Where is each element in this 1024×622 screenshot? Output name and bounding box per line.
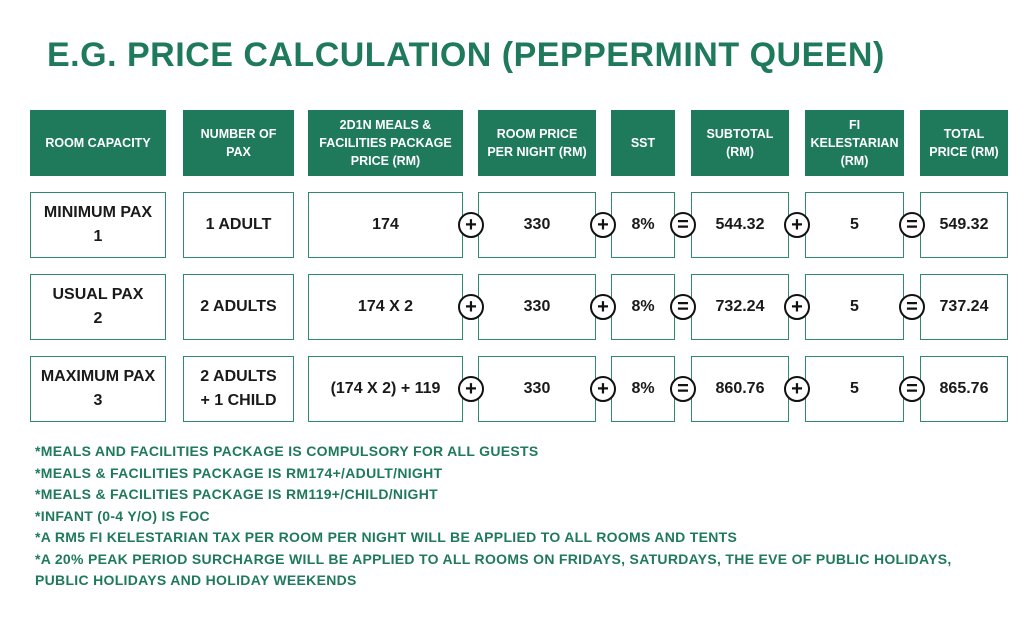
- note-infant-foc: *INFANT (0-4 Y/O) IS FOC: [35, 507, 210, 524]
- plus-icon: +: [458, 212, 484, 238]
- row-1-total: 549.32: [920, 192, 1008, 258]
- row-2-total: 737.24: [920, 274, 1008, 340]
- note-adult-rate: *MEALS & FACILITIES PACKAGE IS RM174+/ADULT/NIGHT: [35, 464, 443, 481]
- row-2-fi: 5: [805, 274, 904, 340]
- row-3-capacity: MAXIMUM PAX 3: [30, 356, 166, 422]
- header-room-capacity: ROOM CAPACITY: [30, 110, 166, 176]
- row-2-package: 174 X 2: [308, 274, 463, 340]
- equals-icon: =: [899, 294, 925, 320]
- header-package-price: 2D1N MEALS & FACILITIES PACKAGE PRICE (RM): [308, 110, 463, 176]
- plus-icon: +: [590, 294, 616, 320]
- row-2-pax: 2 ADULTS: [183, 274, 294, 340]
- note-fi-kelestarian: *A RM5 FI KELESTARIAN TAX PER ROOM PER NIGHT WILL BE APPLIED TO ALL ROOMS AND TENTS: [35, 529, 738, 545]
- row-1-fi: 5: [805, 192, 904, 258]
- row-1-pax: 1 ADULT: [183, 192, 294, 258]
- header-room-price: ROOM PRICE PER NIGHT (RM): [478, 110, 596, 176]
- row-2-room: 330: [478, 274, 596, 340]
- equals-icon: =: [670, 212, 696, 238]
- row-3-package: (174 X 2) + 119: [308, 356, 463, 422]
- row-1-capacity: MINIMUM PAX 1: [30, 192, 166, 258]
- header-subtotal: SUBTOTAL (RM): [691, 110, 789, 176]
- header-total-price: TOTAL PRICE (RM): [920, 110, 1008, 176]
- equals-icon: =: [899, 376, 925, 402]
- row-1-room: 330: [478, 192, 596, 258]
- plus-icon: +: [458, 294, 484, 320]
- note-compulsory-package: *MEALS AND FACILITIES PACKAGE IS COMPULSORY FOR ALL GUESTS: [35, 443, 539, 459]
- note-peak-surcharge: *A 20% PEAK PERIOD SURCHARGE WILL BE APPLIED TO ALL ROOMS ON FRIDAYS, SATURDAYS, THE EVE OF PUBLIC HOLIDAYS, PUBLIC HOLIDAYS AND HOLIDAY WEEKENDS: [35, 550, 952, 588]
- plus-icon: +: [784, 376, 810, 402]
- row-3-pax: 2 ADULTS + 1 CHILD: [183, 356, 294, 422]
- row-2-sst: 8%: [611, 274, 675, 340]
- header-fi-kelestarian: FI KELESTARIAN (RM): [805, 110, 904, 176]
- header-number-of-pax: NUMBER OF PAX: [183, 110, 294, 176]
- row-3-total: 865.76: [920, 356, 1008, 422]
- equals-icon: =: [899, 212, 925, 238]
- plus-icon: +: [784, 212, 810, 238]
- plus-icon: +: [458, 376, 484, 402]
- plus-icon: +: [784, 294, 810, 320]
- row-1-subtotal: 544.32: [691, 192, 789, 258]
- note-child-rate: *MEALS & FACILITIES PACKAGE IS RM119+/CHILD/NIGHT: [35, 486, 438, 502]
- row-3-room: 330: [478, 356, 596, 422]
- row-2-capacity: USUAL PAX 2: [30, 274, 166, 340]
- header-sst: SST: [611, 110, 675, 176]
- row-2-subtotal: 732.24: [691, 274, 789, 340]
- notes-section: [35, 441, 1005, 592]
- row-3-sst: 8%: [611, 356, 675, 422]
- equals-icon: =: [670, 376, 696, 402]
- row-3-fi: 5: [805, 356, 904, 422]
- plus-icon: +: [590, 376, 616, 402]
- plus-icon: +: [590, 212, 616, 238]
- equals-icon: =: [670, 294, 696, 320]
- row-3-subtotal: 860.76: [691, 356, 789, 422]
- row-1-package: 174: [308, 192, 463, 258]
- page-title: E.G. PRICE CALCULATION (PEPPERMINT QUEEN): [47, 36, 885, 74]
- row-1-sst: 8%: [611, 192, 675, 258]
